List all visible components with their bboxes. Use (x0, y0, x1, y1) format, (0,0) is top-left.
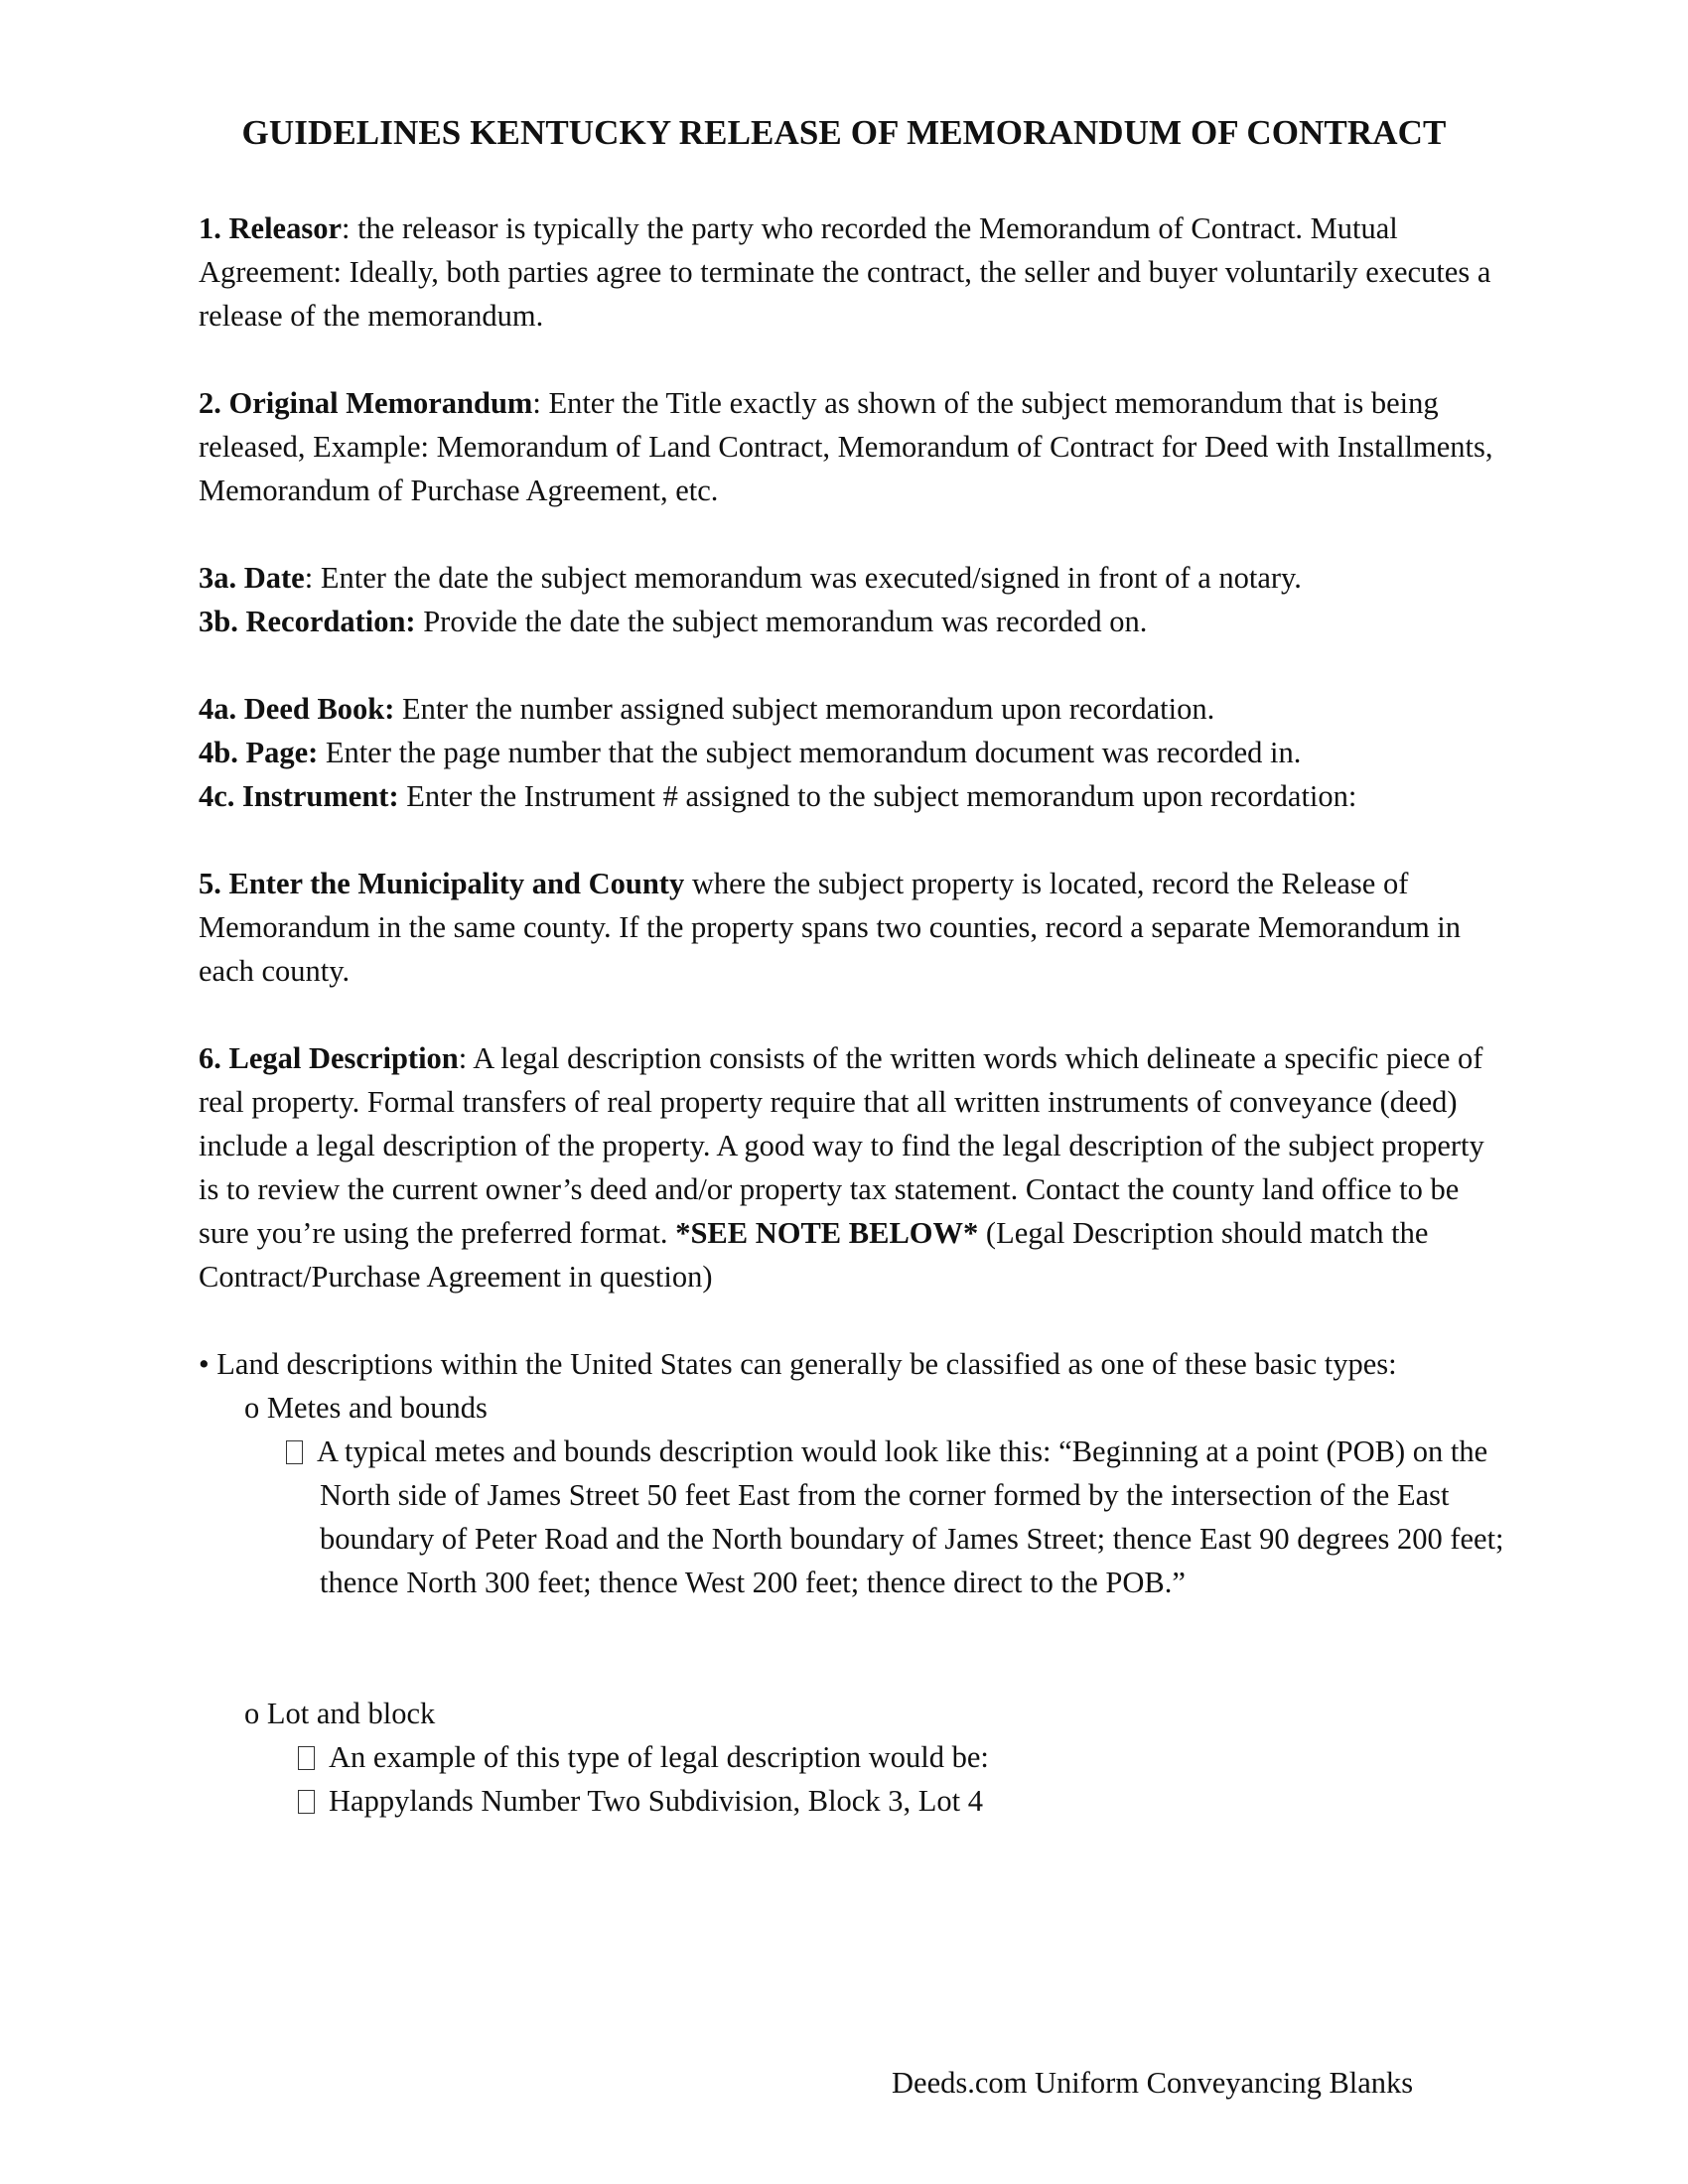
section-label: 2. Original Memorandum (199, 386, 533, 420)
section-text: Enter the number assigned subject memorandum upon recordation. (394, 692, 1215, 726)
section-date-recordation (199, 556, 1509, 643)
section-text: : A legal description consists of the written words which delineate a specific piece of real property. Formal transfers of real property require that all written instruments of conveyance (deed) include a legal description of the property. A good way to find the legal description of the subject property is to review the current owner’s deed and/or property tax statement. Contact the county land office to be sure you’re using the preferred format. (199, 1041, 1484, 1250)
lot-block-text: Happylands Number Two Subdivision, Block 3, Lot 4 (329, 1784, 983, 1818)
section-date (199, 556, 1509, 600)
checkbox-placeholder-icon (286, 1440, 303, 1464)
section-text: : Enter the date the subject memorandum was executed/signed in front of a notary. (304, 561, 1302, 595)
section-label: 3a. Date (199, 561, 305, 595)
guidelines-content (199, 206, 1509, 1823)
section-label: 1. Releasor (199, 211, 342, 245)
land-descriptions-intro: • Land descriptions within the United States can generally be classified as one of these basic types: (199, 1347, 1397, 1381)
checkbox-placeholder-icon (298, 1790, 315, 1814)
section-deed-book (199, 687, 1509, 731)
section-text: Provide the date the subject memorandum was recorded on. (415, 605, 1148, 638)
footer-credit: Deeds.com Uniform Conveyancing Blanks (892, 2066, 1414, 2100)
metes-bounds-example (232, 1430, 1509, 1604)
section-releasor (199, 206, 1509, 338)
section-text: Enter the page number that the subject memorandum document was recorded in. (318, 736, 1302, 769)
section-municipality-county (199, 862, 1509, 993)
section-recordation (199, 600, 1509, 643)
section-book-page-instrument (199, 687, 1509, 818)
section-text: where the subject property is located, record the Release of Memorandum in the same county. If the property spans two counties, record a separate Memorandum in each county. (199, 867, 1462, 988)
section-label: 4b. Page: (199, 736, 319, 769)
section-label: 4c. Instrument: (199, 779, 399, 813)
section-text-tail: (Legal Description should match the Contract/Purchase Agreement in question) (199, 1216, 1429, 1294)
metes-bounds-text: A typical metes and bounds description would look like this: “Beginning at a point (POB) on the North side of James Street 50 feet East from the corner formed by the intersection of the East boundary of Peter Road and the North boundary of James Street; thence East 90 degrees 200 feet; thence North 300 feet; thence West 200 feet; thence direct to the POB.” (317, 1434, 1504, 1599)
section-label: 6. Legal Description (199, 1041, 459, 1075)
lot-block-text: An example of this type of legal description would be: (329, 1740, 989, 1774)
section-instrument (199, 774, 1509, 818)
section-label: 3b. Recordation: (199, 605, 416, 638)
section-label: 5. Enter the Municipality and County (199, 867, 685, 900)
see-note-below: *SEE NOTE BELOW* (675, 1216, 979, 1250)
section-text: Enter the Instrument # assigned to the subject memorandum upon recordation: (398, 779, 1357, 813)
lot-block-heading: o Lot and block (244, 1697, 436, 1730)
checkbox-placeholder-icon (298, 1746, 315, 1770)
section-original-memorandum (199, 381, 1509, 512)
section-page (199, 731, 1509, 774)
section-label: 4a. Deed Book: (199, 692, 395, 726)
page-title: GUIDELINES KENTUCKY RELEASE OF MEMORANDUM OF CONTRACT (241, 113, 1447, 152)
spacer (199, 1604, 1509, 1692)
metes-bounds-heading: o Metes and bounds (244, 1391, 488, 1425)
lot-block-example-intro (199, 1735, 1509, 1779)
section-text: : Enter the Title exactly as shown of the subject memorandum that is being released, Example: Memorandum of Land Contract, Memorandum of Contract for Deed with Installments, Memorandum of Purchase Agreement, etc. (199, 386, 1493, 507)
section-text: : the releasor is typically the party who recorded the Memorandum of Contract. Mutual Agreement: Ideally, both parties agree to terminate the contract, the seller and buyer voluntarily executes a release of the memorandum. (199, 211, 1491, 333)
section-legal-description (199, 1036, 1509, 1298)
lot-block-example (199, 1779, 1509, 1823)
